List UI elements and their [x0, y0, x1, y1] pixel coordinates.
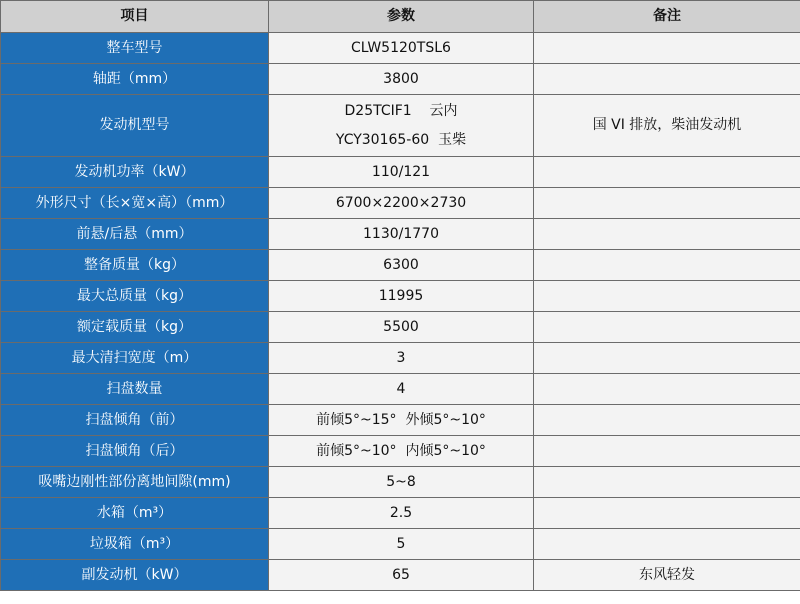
row-note	[534, 405, 800, 436]
row-note	[534, 529, 800, 560]
table-header-row	[1, 1, 800, 33]
row-value: 前倾5°~15° 外倾5°~10°	[269, 405, 534, 436]
row-label: 外形尺寸（长×宽×高）（mm）	[1, 188, 269, 219]
row-note	[534, 343, 800, 374]
table-row	[1, 64, 800, 95]
table-row	[1, 467, 800, 498]
row-label: 轴距（mm）	[1, 64, 269, 95]
row-value: 65	[269, 560, 534, 591]
row-label: 吸嘴边刚性部份离地间隙(mm)	[1, 467, 269, 498]
row-note	[534, 64, 800, 95]
row-label: 副发动机（kW）	[1, 560, 269, 591]
table-row	[1, 188, 800, 219]
row-label: 发动机型号	[1, 95, 269, 157]
row-label: 垃圾箱（m³）	[1, 529, 269, 560]
table-row	[1, 560, 800, 591]
table-row	[1, 219, 800, 250]
row-label: 额定载质量（kg）	[1, 312, 269, 343]
row-label: 最大总质量（kg）	[1, 281, 269, 312]
table-row	[1, 405, 800, 436]
table-row	[1, 250, 800, 281]
row-value: 3	[269, 343, 534, 374]
table-row	[1, 436, 800, 467]
row-note	[534, 281, 800, 312]
row-label: 水箱（m³）	[1, 498, 269, 529]
engine-model-line-1: D25TCIF1 云内	[344, 102, 458, 119]
table-row	[1, 312, 800, 343]
row-note	[534, 157, 800, 188]
row-label: 最大清扫宽度（m）	[1, 343, 269, 374]
table-row	[1, 343, 800, 374]
row-note	[534, 467, 800, 498]
table-row	[1, 374, 800, 405]
table-row	[1, 281, 800, 312]
engine-model-line-2: YCY30165-60 玉柴	[335, 131, 467, 148]
table-row	[1, 498, 800, 529]
header-note: 备注	[534, 1, 800, 33]
row-note	[534, 374, 800, 405]
row-value: 11995	[269, 281, 534, 312]
row-value	[269, 95, 534, 157]
row-value: 3800	[269, 64, 534, 95]
row-note	[534, 219, 800, 250]
row-note: 东风轻发	[534, 560, 800, 591]
table-row	[1, 529, 800, 560]
row-value: 1130/1770	[269, 219, 534, 250]
row-value: 前倾5°~10° 内倾5°~10°	[269, 436, 534, 467]
table-row	[1, 95, 800, 157]
row-label: 扫盘数量	[1, 374, 269, 405]
row-note	[534, 436, 800, 467]
row-value: 6700×2200×2730	[269, 188, 534, 219]
row-note: 国 VI 排放，柴油发动机	[534, 95, 800, 157]
row-note	[534, 498, 800, 529]
row-value: 5	[269, 529, 534, 560]
table-row	[1, 33, 800, 64]
row-value: CLW5120TSL6	[269, 33, 534, 64]
header-item: 项目	[1, 1, 269, 33]
row-label: 整备质量（kg）	[1, 250, 269, 281]
row-value: 5~8	[269, 467, 534, 498]
row-label: 前悬/后悬（mm）	[1, 219, 269, 250]
row-value: 2.5	[269, 498, 534, 529]
row-note	[534, 188, 800, 219]
row-value: 110/121	[269, 157, 534, 188]
row-note	[534, 33, 800, 64]
row-label: 扫盘倾角（前）	[1, 405, 269, 436]
row-label: 发动机功率（kW）	[1, 157, 269, 188]
table-row	[1, 157, 800, 188]
row-note	[534, 312, 800, 343]
row-value: 4	[269, 374, 534, 405]
header-param: 参数	[269, 1, 534, 33]
row-value: 5500	[269, 312, 534, 343]
row-value: 6300	[269, 250, 534, 281]
row-label: 扫盘倾角（后）	[1, 436, 269, 467]
row-note	[534, 250, 800, 281]
row-label: 整车型号	[1, 33, 269, 64]
